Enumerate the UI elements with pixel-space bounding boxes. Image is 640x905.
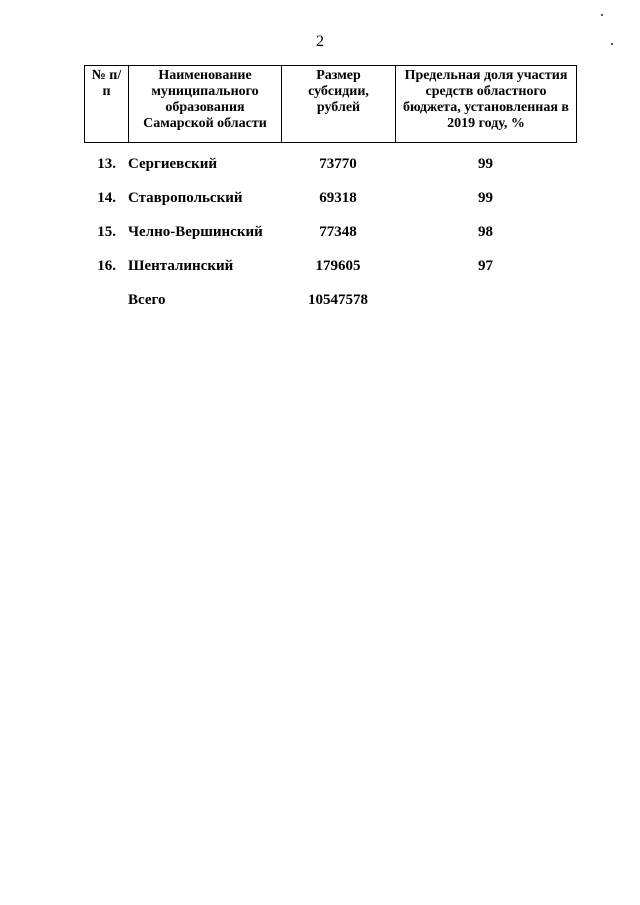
total-budget-share [395,291,576,325]
scan-speck [611,43,613,45]
table-row [84,189,576,223]
header-row [85,66,577,143]
row-number: 13. [97,156,116,172]
row-subsidy: 73770 [319,156,357,172]
header-municipality: Наименование муниципального образования Самарской области [129,66,282,143]
header-budget-share: Предельная доля участия средств областного бюджета, установленная в 2019 году, % [396,66,577,143]
row-subsidy: 179605 [315,258,361,274]
row-number: 15. [97,224,116,240]
header-subsidy: Размер субсидии, рублей [282,66,396,143]
row-municipality: Шенталинский [128,258,234,274]
row-number: 16. [97,258,116,274]
row-subsidy: 77348 [319,224,357,240]
row-budget-share: 99 [478,156,493,172]
page-number: 2 [316,33,324,50]
scan-speck [601,14,603,16]
table-header [84,65,577,143]
row-municipality: Ставропольский [128,190,243,206]
table-row [84,155,576,189]
row-municipality: Сергиевский [128,156,217,172]
row-number: 14. [97,190,116,206]
row-subsidy: 69318 [319,190,357,206]
total-row [84,291,576,325]
row-budget-share: 99 [478,190,493,206]
row-budget-share: 98 [478,224,493,240]
table-body [84,155,576,325]
table-row [84,223,576,257]
total-label: Всего [128,292,166,308]
total-subsidy: 10547578 [308,292,368,308]
row-municipality: Челно-Вершинский [128,224,263,240]
total-number [84,291,128,325]
table-row [84,257,576,291]
row-budget-share: 97 [478,258,493,274]
header-number: № п/п [85,66,129,143]
